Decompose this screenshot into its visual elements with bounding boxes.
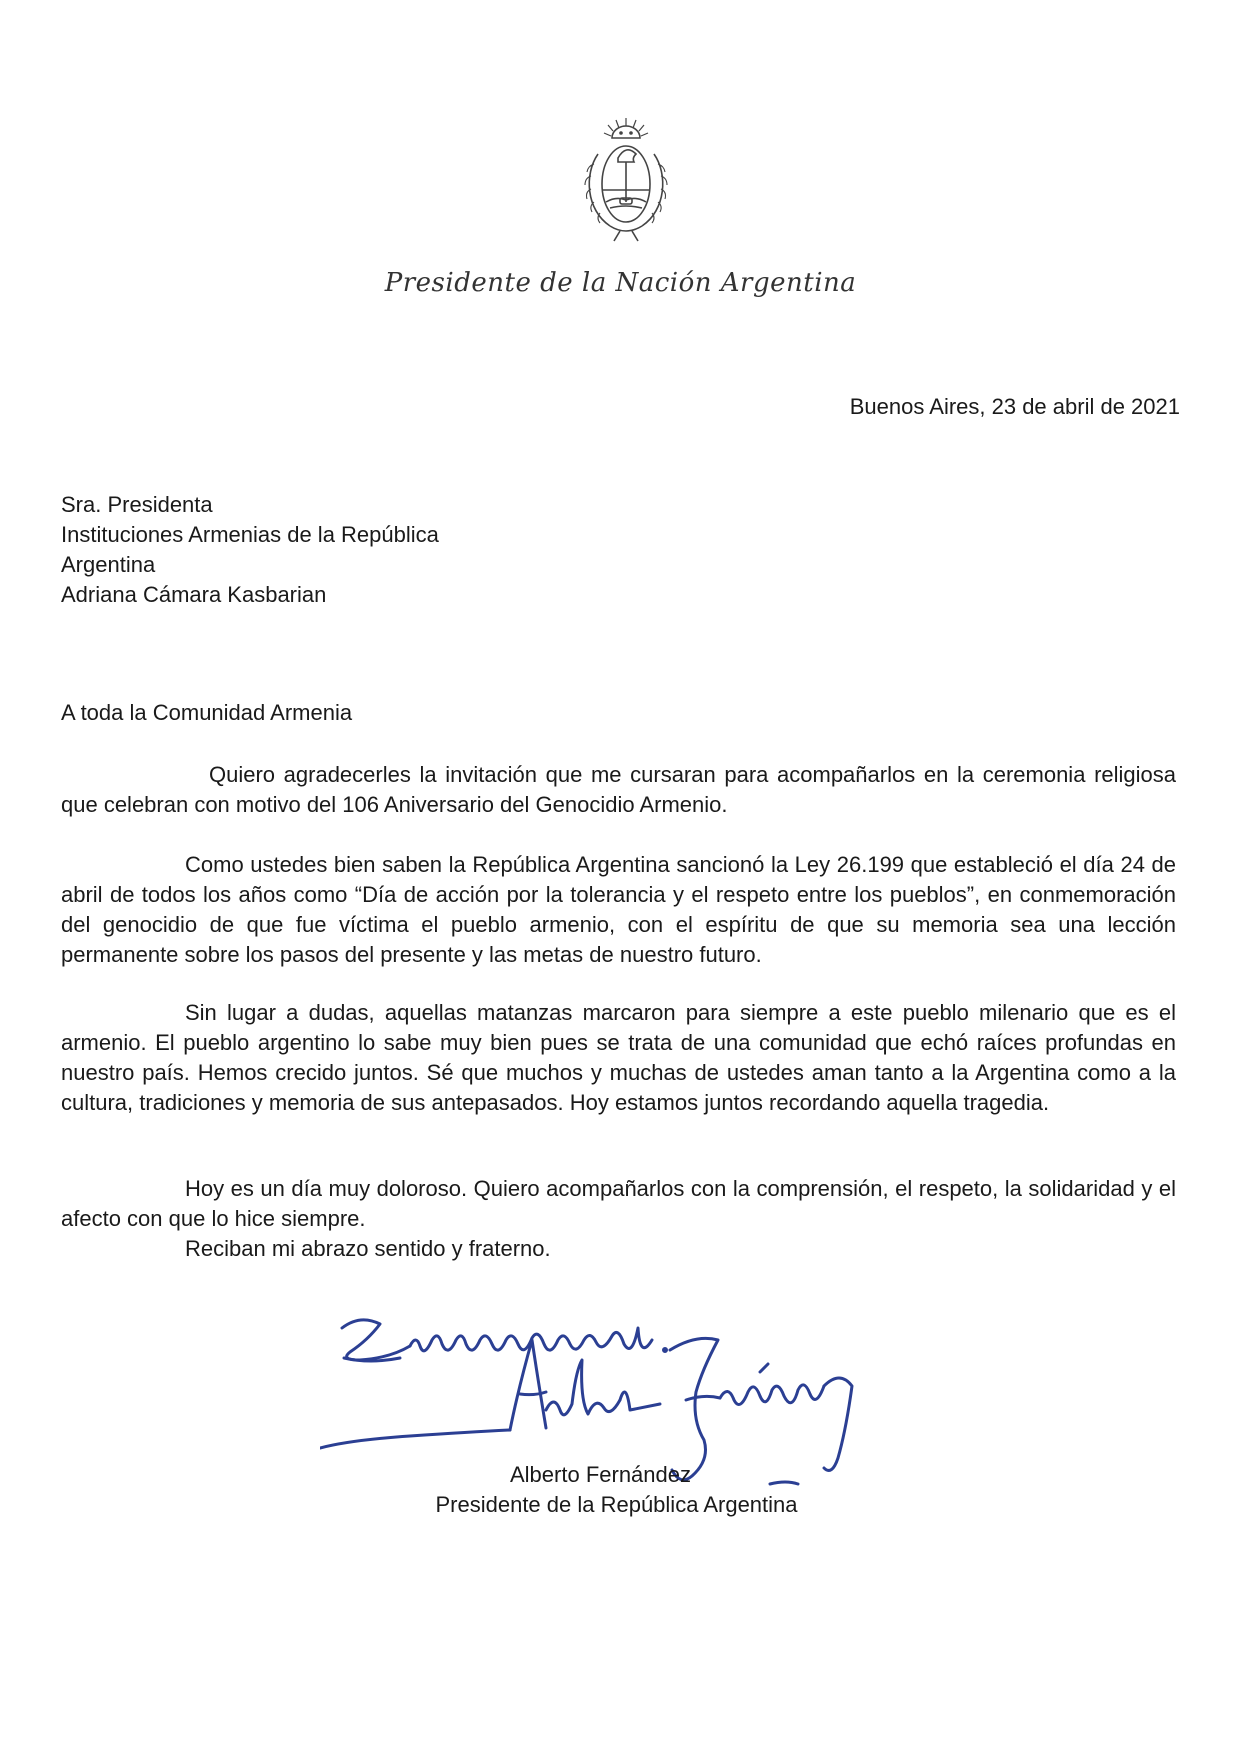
recipient-line: Instituciones Armenias de la República bbox=[61, 522, 439, 547]
recipient-block bbox=[61, 490, 439, 610]
body-paragraph: Como ustedes bien saben la República Argentina sancionó la Ley 26.199 que estableció el día 24 de abril de todos los años como “Día de acción por la tolerancia y el respeto entre los pueblos”, en conmemoración del genocidio de que fue víctima el pueblo armenio, con el espíritu de que su memoria sea una lección permanente sobre los pasos del presente y las metas de nuestro futuro. bbox=[61, 852, 1176, 967]
recipient-line: Sra. Presidenta bbox=[61, 492, 213, 517]
body-paragraph: Sin lugar a dudas, aquellas matanzas marcaron para siempre a este pueblo milenario que es el armenio. El pueblo argentino lo sabe muy bien pues se trata de una comunidad que echó raíces profundas en nuestro país. Hemos crecido juntos. Sé que muchos y muchas de ustedes aman tanto a la Argentina como a la cultura, tradiciones y memoria de sus antepasados. Hoy estamos juntos recordando aquella tragedia. bbox=[61, 1000, 1176, 1115]
salutation: A toda la Comunidad Armenia bbox=[61, 700, 353, 725]
signer-name: Alberto Fernández bbox=[510, 1462, 691, 1487]
recipient-line: Adriana Cámara Kasbarian bbox=[61, 582, 327, 607]
body-paragraph: Reciban mi abrazo sentido y fraterno. bbox=[185, 1236, 551, 1261]
recipient-line: Argentina bbox=[61, 552, 156, 577]
letter-date: Buenos Aires, 23 de abril de 2021 bbox=[849, 394, 1180, 419]
signer-title: Presidente de la República Argentina bbox=[435, 1492, 798, 1517]
coat-of-arms-icon bbox=[580, 114, 672, 244]
letterhead-title: Presidente de la Nación Argentina bbox=[384, 268, 857, 298]
body-paragraph: Hoy es un día muy doloroso. Quiero acompañarlos con la comprensión, el respeto, la solidaridad y el afecto con que lo hice siempre. bbox=[61, 1176, 1176, 1231]
body-paragraph: Quiero agradecerles la invitación que me cursaran para acompañarlos en la ceremonia religiosa que celebran con motivo del 106 Aniversario del Genocidio Armenio. bbox=[61, 762, 1176, 817]
signer-block bbox=[0, 1460, 1241, 1520]
